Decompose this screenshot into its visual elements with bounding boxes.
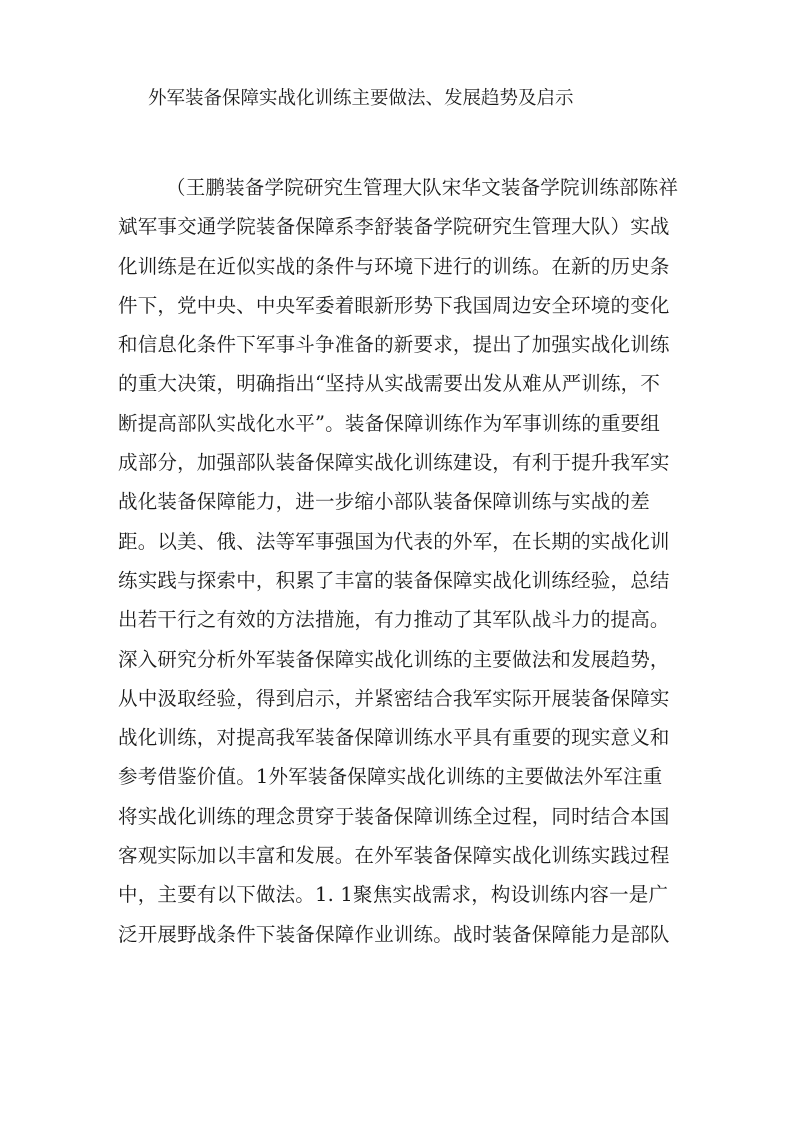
body-line: 斌军事交通学院装备保障系李舒装备学院研究生管理大队）实战 xyxy=(118,215,670,239)
body-line: 成部分，加强部队装备保障实战化训练建设，有利于提升我军实 xyxy=(118,451,670,475)
body-line: （王鹏装备学院研究生管理大队宋华文装备学院训练部陈祥 xyxy=(166,176,679,199)
body-line: 泛开展野战条件下装备保障作业训练。战时装备保障能力是部队 xyxy=(118,922,670,946)
body-line: 客观实际加以丰富和发展。在外军装备保障实战化训练实践过程 xyxy=(118,844,670,868)
body-line: 将实战化训练的理念贯穿于装备保障训练全过程，同时结合本国 xyxy=(118,804,670,828)
document-title: 外军装备保障实战化训练主要做法、发展趋势及启示 xyxy=(148,88,574,109)
body-line: 参考借鉴价值。1外军装备保障实战化训练的主要做法外军注重 xyxy=(118,765,663,789)
body-line: 出若干行之有效的方法措施，有力推动了其军队战斗力的提高。 xyxy=(118,608,670,632)
body-line: 件下，党中央、中央军委着眼新形势下我国周边安全环境的变化 xyxy=(118,293,670,317)
body-line: 化训练是在近似实战的条件与环境下进行的训练。在新的历史条 xyxy=(118,254,670,278)
body-line: 的重大决策，明确指出“坚持从实战需要出发从难从严训练，不 xyxy=(118,372,661,396)
body-line: 断提高部队实战化水平”。装备保障训练作为军事训练的重要组 xyxy=(118,411,661,435)
document-body xyxy=(118,168,678,954)
body-line: 距。以美、俄、法等军事强国为代表的外军，在长期的实战化训 xyxy=(118,529,670,553)
body-line: 练实践与探索中，积累了丰富的装备保障实战化训练经验，总结 xyxy=(118,568,670,592)
body-line: 战化装备保障能力，进一步缩小部队装备保障训练与实战的差 xyxy=(118,490,650,514)
body-line: 中，主要有以下做法。1. 1聚焦实战需求，构设训练内容一是广 xyxy=(118,883,669,907)
body-line: 从中汲取经验，得到启示，并紧密结合我军实际开展装备保障实 xyxy=(118,686,670,710)
body-line: 深入研究分析外军装备保障实战化训练的主要做法和发展趋势， xyxy=(118,647,670,671)
body-line: 和信息化条件下军事斗争准备的新要求，提出了加强实战化训练 xyxy=(118,333,670,357)
body-line: 战化训练，对提高我军装备保障训练水平具有重要的现实意义和 xyxy=(118,726,670,750)
